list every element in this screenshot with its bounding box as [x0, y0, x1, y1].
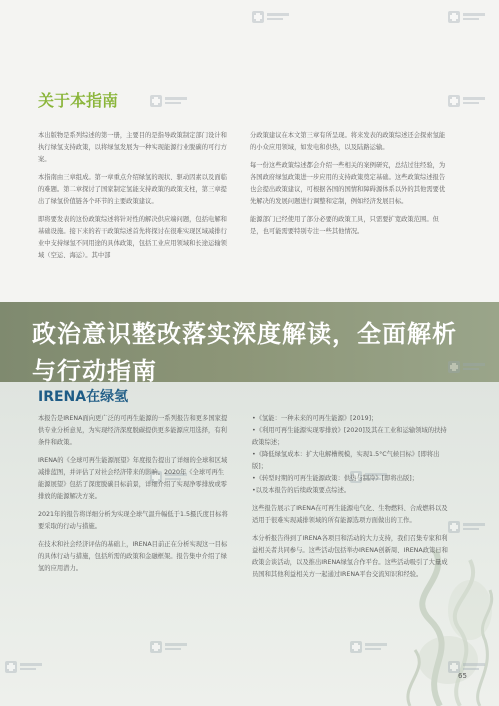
irena-logo-watermark-icon	[448, 660, 486, 674]
paragraph: 这些报告展示了IRENA在可再生能源电气化、生物燃料、合成燃料以及适用于很难实现减排领域的所有能源选项方面做出的工作。	[252, 505, 448, 524]
paragraph: 本指南由三章组成。第一章重点介绍绿氢的现状、驱动因素以及面临的难题。第二章探讨了国家制定氢能支持政策的政策支柱，第三章提出了绿氢价值链各个环节的主要政策建议。	[38, 174, 227, 205]
bullet-item: •《降低绿氢成本：扩大电解槽规模，实现1.5°C气候目标》[即将出版]；	[252, 451, 440, 470]
bullet-item: •《利用可再生能源实现零排放》[2020]及其在工业和运输领域的扶持政策综述；	[252, 427, 447, 446]
paragraph: 每一份这些政策综述都会介绍一些相关的案例研究，总结过往经验，为各国政府绿氢政策进一步应用的支持政策奠定基础。这些政策综述报告也会提出政策建议，可根据各国的国情和障碍源体系以外的其他需要优先解决的发展问题进行调整和定制，例如经济发展目标。	[250, 162, 446, 205]
paragraph: 本出版物是系列综述的第一册，主要目的是指导政策制定部门设计和执行绿氢支持政策，以将绿氢发展为一种实现能源行业脱碳的可行方案。	[38, 132, 227, 163]
top-right-column	[250, 130, 450, 302]
irena-logo-watermark-icon	[252, 10, 290, 24]
paragraph: 2021年的报告将详细分析为实现全球气温升幅低于1.5摄氏度目标将要采取的行动与措施。	[38, 511, 228, 530]
section-heading: 关于本指南	[38, 91, 119, 110]
bottom-right-column	[252, 413, 452, 587]
irena-logo-watermark-icon	[448, 94, 486, 108]
irena-logo-watermark-icon	[448, 10, 486, 24]
paragraph: 分政策建议在本文第三章有所呈现。将来发表的政策综述还会探索氢能的小众应用领域，如发电和供热，以及陆路运输。	[250, 132, 446, 151]
subsection-heading: IRENA在绿氢	[38, 389, 129, 405]
irena-logo-watermark-icon	[150, 94, 188, 108]
irena-logo-watermark-icon	[150, 640, 188, 654]
irena-logo-watermark-icon	[350, 640, 388, 654]
bottom-left-column	[38, 413, 230, 581]
bullet-item: •以及本报告的后续政策要点综述。	[252, 487, 351, 494]
paragraph: 在技术和社会经济评估的基础上，IRENA目前正在分析实现这一目标的具体行动与措施，包括所需的政策和金融框架。报告集中介绍了绿氢的应用潜力。	[38, 541, 228, 572]
bullet-item: •《转型时期的可再生能源政策：供热与制冷》[即将出版]；	[252, 475, 419, 482]
paragraph: 本分析报告得到了IRENA各项目和活动的大力支持，我们召集专家和利益相关者共同参与。这些活动包括举办IRENA创新周、IRENA政策日和政策会谈活动，以及推出IRENA绿氢合作平台。这些活动吸引了大量成员国和其他利益相关方一起通过IRENA平台交流知识和经验。	[252, 535, 448, 578]
paragraph: IRENA的《全球可再生能源展望》年度报告提出了详细的全球和区域减排蓝图，并评估了对社会经济带来的影响。2020年《全球可再生能源展望》包括了深度脱碳目标前景，详细介绍了实现净零排放或零排放的能源解决方案。	[38, 457, 228, 500]
bullet-item: •《氢能：一种未来的可再生能源》[2019]；	[252, 415, 378, 422]
irena-logo-watermark-icon	[448, 520, 486, 534]
paragraph: 能源部门已经使用了部分必要的政策工具，只需要扩宽政策范围。但是，也可能需要特别专注一些其他情况。	[250, 216, 439, 235]
paragraph: 即将要发表的这份政策综述将针对性的解决供应端问题，包括电解和基础设施。接下来的若干政策综述首先将探讨在很难实现区域减排行业中支持绿氢不同用途的具体政策，包括工业应用领域和长途运输领域（空运、海运）。其中部	[38, 216, 227, 259]
paragraph: 本报告是IRENA面向更广泛的可再生能源的一系列报告和更多国家提供专业分析意见，为实现经济深度脱碳提供更多能源应用选择，有利条件和政策。	[38, 415, 228, 446]
overlay-title: 政治意识整改落实深度解读，全面解析与行动指南	[32, 320, 457, 385]
page-number: 65	[458, 672, 467, 680]
irena-logo-watermark-icon	[5, 660, 43, 674]
top-left-column	[38, 130, 230, 302]
